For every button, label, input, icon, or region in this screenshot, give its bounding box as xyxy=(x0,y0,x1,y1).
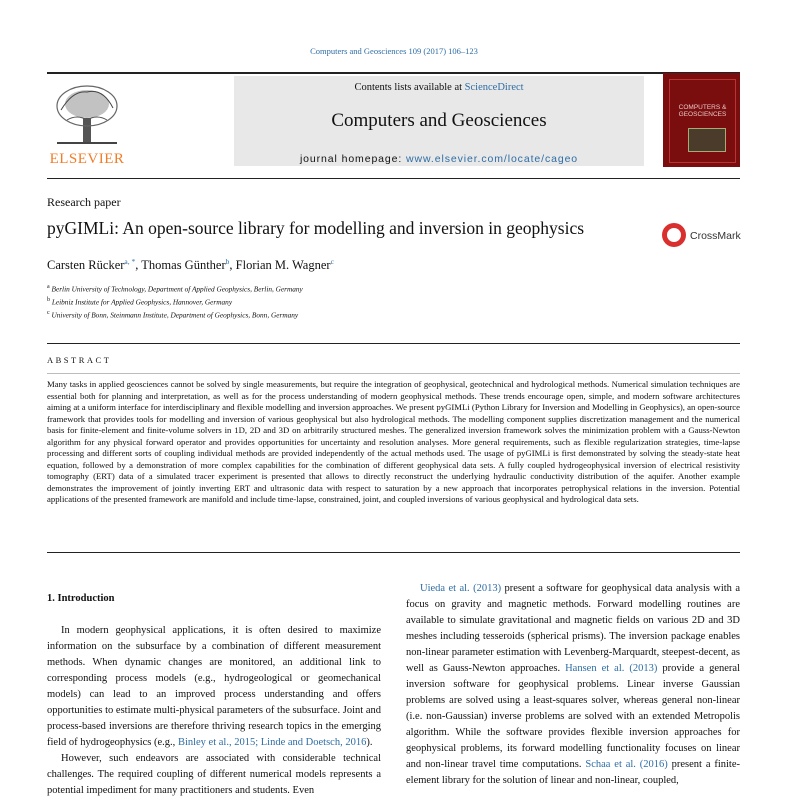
citation-link[interactable]: Binley et al., 2015; Linde and Doetsch, 2016 xyxy=(177,737,367,748)
abstract-body: Many tasks in applied geosciences cannot be solved by single measurements, but require the integration of geophysical, geotechnical and hydrological methods. Numerical simulation techniques are essential both for planning and interpretation, as well as for the process understanding of modern geophysical methods. These trends encourage open, simple, and modern software architectures aiming at a uniform interface for interdisciplinary and flexible modelling and inversion approaches. We present pyGIMLi (Python Library for Inversion and Modelling in Geophysics), an open-source framework that provides tools for modelling and inversion of various geophysical but also hydrological methods. The modelling component supplies discretization management and the numerical basis for finite-element and finite-volume solvers in 1D, 2D and 3D on arbitrarily structured meshes. The generalized inversion framework solves the minimization problem with a Gauss-Newton algorithm for any physical forward operator and provides opportunities for uncertainty and resolution analyses. More general requirements, such as flexible regularization strategies, time-lapse processing and different sorts of coupling individual methods are provided independently of the actual methods used. The usage of pyGIMLi is first demonstrated by solving the steady-state heat equation, followed by a demonstration of more complex capabilities for the combination of different geophysical data sets. A fully coupled hydrogeophysical inversion of electrical resistivity tomography (ERT) data of a simulated tracer experiment is presented that allows to directly reconstruct the underlying hydraulic conductivity distribution of the aquifer. Another example demonstrates the improvement of jointly inverting ERT and ultrasonic data with respect to saturation by a new approach that incorporates petrophysical relations in the inversion. Potential applications of the presented framework are manifold and include time-lapse, constrained, joint, and coupled inversions of various geophysical and hydrological data sets. xyxy=(47,379,740,505)
elsevier-tree-icon xyxy=(53,80,121,148)
crossmark-label: CrossMark xyxy=(690,230,741,242)
journal-cover[interactable] xyxy=(663,73,740,167)
affiliation-item: $^b$ Leibniz Institute for Applied Geophysics, Hannover, Germany xyxy=(47,296,233,307)
journal-citation[interactable]: Computers and Geosciences 109 (2017) 106–123 xyxy=(310,46,478,56)
article-type: Research paper xyxy=(47,195,121,209)
author-separator: , xyxy=(229,258,236,273)
abstract-bottom-rule xyxy=(47,552,740,553)
author-name[interactable]: Carsten Rücker xyxy=(47,258,125,273)
author-affil-marker[interactable]: b xyxy=(225,257,230,266)
journal-banner xyxy=(234,76,644,166)
author-list xyxy=(47,257,334,273)
citation-link[interactable]: Uieda et al. (2013) xyxy=(420,583,502,594)
elsevier-logo[interactable] xyxy=(47,80,127,168)
left-column xyxy=(47,591,381,799)
publisher-name: ELSEVIER xyxy=(49,151,125,167)
citation-link[interactable]: Hansen et al. (2013) xyxy=(565,663,658,674)
journal-title: Computers and Geosciences xyxy=(331,110,547,131)
citation-link[interactable]: Schaa et al. (2016) xyxy=(585,759,668,770)
author-name[interactable]: Thomas Günther xyxy=(141,258,226,273)
author-affil-marker[interactable]: c xyxy=(330,257,334,266)
homepage-prefix: journal homepage: xyxy=(299,153,407,165)
cover-image xyxy=(688,128,726,152)
contents-prefix: Contents lists available at xyxy=(354,82,465,93)
homepage-line xyxy=(234,153,644,165)
affiliation-list xyxy=(47,282,303,321)
cover-title: COMPUTERS & GEOSCIENCES xyxy=(678,104,727,118)
contents-line xyxy=(234,82,644,93)
section-heading: 1. Introduction xyxy=(47,593,115,604)
header-bottom-rule xyxy=(47,178,740,179)
abstract-top-rule xyxy=(47,343,740,344)
affiliation-item: $^a$ Berlin University of Technology, Department of Applied Geophysics, Berlin, Germany xyxy=(47,284,303,294)
homepage-link[interactable]: www.elsevier.com/locate/cageo xyxy=(406,153,579,165)
crossmark-icon xyxy=(662,223,686,247)
abstract-heading-rule xyxy=(47,373,740,374)
affiliation-item: $^c$ University of Bonn, Steinmann Institute, Department of Geophysics, Bonn, Germany xyxy=(47,309,299,320)
intro-paragraph: However, such endeavors are associated with considerable technical challenges. The required coupling of different numerical models represents a potential impediment for many practitioners and students. Even xyxy=(47,753,381,796)
intro-paragraph: In modern geophysical applications, it is often desired to maximize information on the subsurface by a combination of different measurement methods. When dynamic changes are monitored, an additional link to corresponding process models (e.g., hydrogeological or geomechanical models) can lead to an improved process understanding and offers opportunities to estimate multi-physical parameters of the subsurface. Joint and process-based inversions are therefore thriving research topics in the emerging field of hydrogeophysics (e.g., Binley et al., 2015; Linde and Doetsch, 2016). xyxy=(47,625,381,748)
article-title: pyGIMLi: An open-source library for modelling and inversion in geophysics xyxy=(47,218,585,238)
author-separator: , xyxy=(135,258,142,273)
abstract-heading: ABSTRACT xyxy=(47,355,112,365)
author-affil-marker[interactable]: a, * xyxy=(124,257,136,266)
header-top-rule xyxy=(47,72,740,74)
author-name[interactable]: Florian M. Wagner xyxy=(235,258,331,273)
cover-frame xyxy=(669,79,736,163)
body-paragraph: Uieda et al. (2013) present a software for geophysical data analysis with a focus on gravity and magnetic methods. Forward modelling routines are available to simulate gravitational and magnetic fields on various 2D and 3D meshes including tesseroids (spherical prisms). The inversion package enables non-linear parameter estimation with Levenberg-Marquardt, steepest-decent, as well as Gauss-Newton approaches. Hansen et al. (2013) provide a general inversion software for geophysical problems. Linear inverse Gaussian problems are solved using a least-squares solver, whereas general non-linear (i.e. non-Gaussian) inverse problems are solved with an extended Metropolis algorithm. While the software provides flexible inversion approaches for geophysical problems, its forward modelling functionality focuses on linear and non-linear travel time computations. Schaa et al. (2016) present a finite-element library for the solution of linear and non-linear, coupled, xyxy=(406,583,740,786)
crossmark-badge[interactable] xyxy=(662,223,742,249)
sciencedirect-link[interactable]: ScienceDirect xyxy=(464,82,524,93)
right-column xyxy=(406,581,740,789)
